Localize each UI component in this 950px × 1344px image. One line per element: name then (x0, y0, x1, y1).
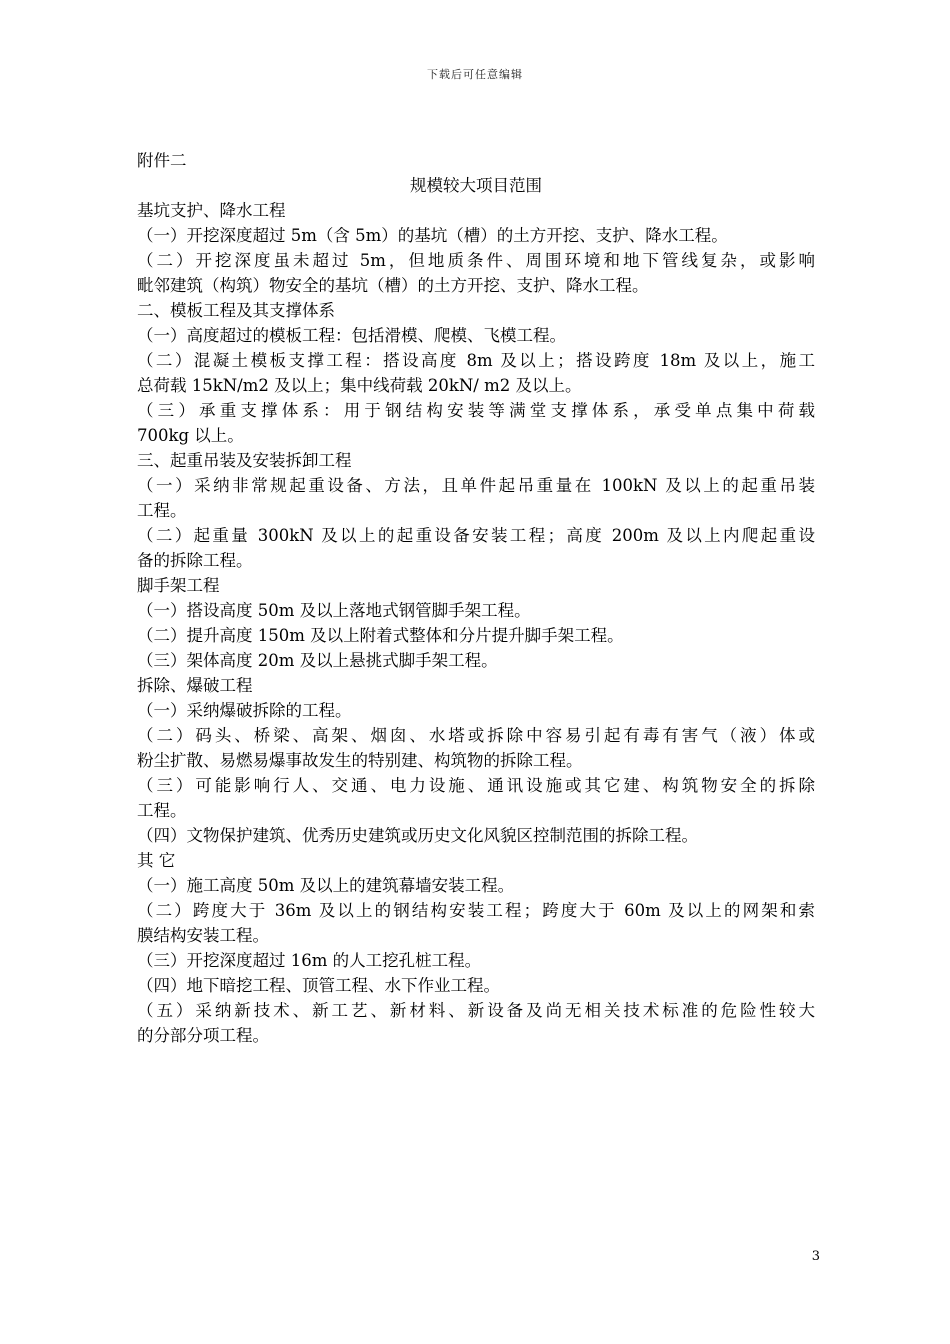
text-line: （二）混凝土模板支撑工程：搭设高度 8m 及以上；搭设跨度 18m 及以上，施工 (137, 351, 815, 370)
text-line: （二）提升高度 150m 及以上附着式整体和分片提升脚手架工程。 (137, 626, 624, 645)
text-line: 工程。 (137, 801, 187, 820)
text-line: （三）承重支撑体系：用于钢结构安装等满堂支撑体系，承受单点集中荷载 (137, 401, 815, 420)
document-lines (137, 198, 815, 1048)
text-line: （五）采纳新技术、新工艺、新材料、新设备及尚无相关技术标准的危险性较大 (137, 1001, 815, 1020)
page-number: 3 (811, 1249, 820, 1264)
text-line: 脚手架工程 (137, 576, 220, 595)
text-line: 毗邻建筑（构筑）物安全的基坑（槽）的土方开挖、支护、降水工程。 (137, 276, 649, 295)
text-line: 备的拆除工程。 (137, 551, 253, 570)
text-line: （二）跨度大于 36m 及以上的钢结构安装工程；跨度大于 60m 及以上的网架和索 (137, 901, 815, 920)
text-line: 工程。 (137, 501, 187, 520)
text-line: 基坑支护、降水工程 (137, 201, 286, 220)
text-line: 总荷载 15kN/m2 及以上；集中线荷载 20kN/ m2 及以上。 (137, 376, 582, 395)
text-line: （二）起重量 300kN 及以上的起重设备安装工程；高度 200m 及以上内爬起重设 (137, 526, 815, 545)
text-line: 的分部分项工程。 (137, 1026, 269, 1045)
text-line: （一）采纳爆破拆除的工程。 (137, 701, 352, 720)
text-line: （一）采纳非常规起重设备、方法，且单件起吊重量在 100kN 及以上的起重吊装 (137, 476, 815, 495)
text-line: 粉尘扩散、易燃易爆事故发生的特别建、构筑物的拆除工程。 (137, 751, 583, 770)
document-title: 规模较大项目范围 (410, 176, 542, 195)
text-line: 其 它 (137, 851, 176, 870)
text-line: 膜结构安装工程。 (137, 926, 269, 945)
text-line: （三）架体高度 20m 及以上悬挑式脚手架工程。 (137, 651, 498, 670)
page-header: 下载后可任意编辑 (427, 68, 523, 81)
document-body (137, 148, 815, 1048)
text-line: （一）开挖深度超过 5m（含 5m）的基坑（槽）的土方开挖、支护、降水工程。 (137, 226, 728, 245)
text-line: 拆除、爆破工程 (137, 676, 253, 695)
text-line: （一）高度超过的模板工程：包括滑模、爬模、飞模工程。 (137, 326, 566, 345)
text-line: （二）开挖深度虽未超过 5m，但地质条件、周围环境和地下管线复杂，或影响 (137, 251, 815, 270)
text-line: （三）开挖深度超过 16m 的人工挖孔桩工程。 (137, 951, 482, 970)
text-line: （三）可能影响行人、交通、电力设施、通讯设施或其它建、构筑物安全的拆除 (137, 776, 815, 795)
text-line: （四）地下暗挖工程、顶管工程、水下作业工程。 (137, 976, 500, 995)
text-line: （一）施工高度 50m 及以上的建筑幕墙安装工程。 (137, 876, 515, 895)
text-line: 二、模板工程及其支撑体系 (137, 301, 335, 320)
text-line: （一）搭设高度 50m 及以上落地式钢管脚手架工程。 (137, 601, 531, 620)
text-line: 700kg 以上。 (137, 426, 244, 445)
text-line: （四）文物保护建筑、优秀历史建筑或历史文化风貌区控制范围的拆除工程。 (137, 826, 698, 845)
attachment-label: 附件二 (137, 151, 187, 170)
text-line: 三、起重吊装及安装拆卸工程 (137, 451, 352, 470)
text-line: （二）码头、桥梁、高架、烟囱、水塔或拆除中容易引起有毒有害气（液）体或 (137, 726, 815, 745)
